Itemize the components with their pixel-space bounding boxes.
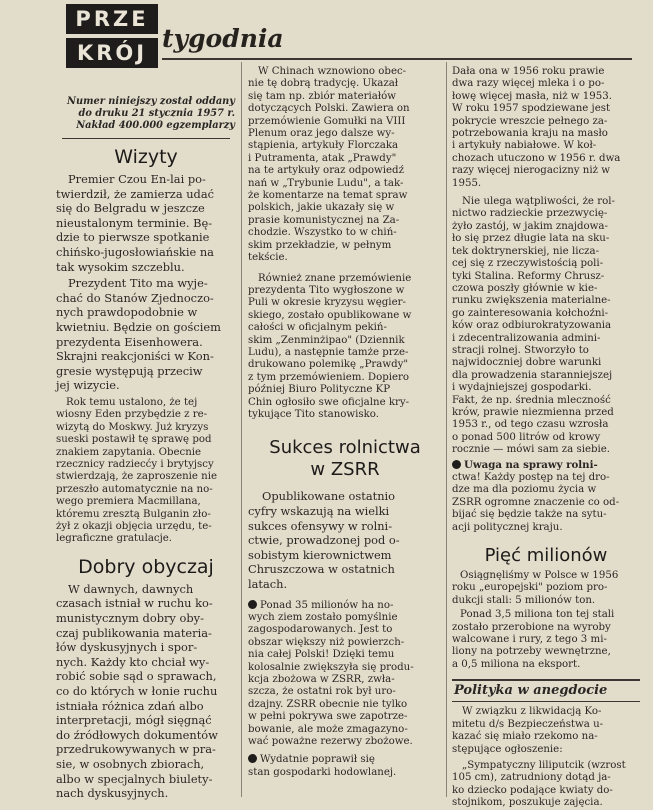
text-line: Dała ona w 1956 roku prawie (452, 66, 605, 77)
text-line: ZSRR ogromne znaczenie co od- (452, 496, 620, 508)
text-line: Plenum oraz jego dalsze wy- (248, 128, 395, 140)
article-piec-milionow-p2 (452, 609, 640, 671)
text-line: legraficzne gratulacje. (56, 533, 173, 545)
issue-note-line: Numer niniejszy został oddany (67, 96, 235, 107)
text-line: „Sympatyczny liliputcik (wzrost (462, 759, 626, 771)
text-line: wych ziem zostało pomyślnie (248, 611, 398, 623)
article-chiny-p1 (248, 66, 442, 265)
masthead-rule (162, 58, 632, 60)
text-line: z tym przemówieniem. Dopiero (248, 371, 410, 383)
heading-sukces-rolnictwa (248, 437, 442, 481)
text-line: nie tę dobrą tradycję. Ukazał (248, 78, 399, 90)
text-line: zagospodarowanych. Jest to (248, 624, 393, 636)
text-line: przedrukowywanych w pra- (56, 742, 216, 757)
text-line: Prezydent Tito ma wyje- (68, 276, 208, 291)
text-line: Chin ogłosiło swe oficjalne kry- (248, 396, 410, 408)
text-line: acji politycznej kraju. (452, 521, 563, 533)
text-line: bijać się będzie także na sytu- (452, 509, 607, 521)
text-line: Rok temu ustalono, że tej (66, 396, 198, 408)
text-line: W związku z likwidacją Ko- (462, 706, 602, 718)
text-line: polskich, jakie ukazały się w (248, 202, 395, 214)
text-line: stąpienia, artykuły Florczaka (248, 140, 399, 152)
text-line: się do Belgradu w jeszcze (56, 201, 205, 216)
masthead-logo-top (66, 4, 158, 34)
text-line: nictwo radzieckie przezwycię- (452, 208, 608, 220)
bullet-icon (248, 754, 257, 763)
text-line: potrzebowania kraju na masło (452, 128, 608, 140)
text-line: cej się z rzeczywistością poli- (452, 258, 604, 270)
text-line: później Biuro Polityczne KP (248, 384, 391, 396)
text-line: chać do Stanów Zjednoczo- (56, 290, 214, 305)
text-line: robić sobie sąd o sprawach, (56, 669, 217, 684)
text-line: pokrycie wreszcie pełnego za- (452, 115, 608, 127)
text-line: dzajny. ZSRR obecnie nie tylko (248, 698, 408, 710)
text-line: któremu zresztą Bulganin zło- (56, 508, 211, 520)
text-line: nych. Każdy kto chciał wy- (56, 654, 210, 669)
text-line: tekście. (248, 252, 288, 264)
masthead-subtitle: tygodnia (162, 24, 284, 53)
article-rolnictwo-p3 (452, 459, 640, 534)
text-line: razy więcej nierogacizny niż w (452, 165, 610, 177)
text-line: ło się przez długie lata na sku- (452, 233, 610, 245)
text-line: przemówienie Gomułki na VIII (248, 115, 406, 127)
text-line: go zainteresowania kołchoźni- (452, 307, 609, 319)
text-line: skim „Zenminżipao" (Dziennik (248, 334, 405, 346)
text-line: twierdził, że zamierza udać (56, 186, 215, 201)
article-polityka-p2 (452, 760, 640, 810)
text-line: zostało przerobione na wyroby (452, 621, 611, 633)
article-rolnictwo-p2 (452, 196, 640, 457)
text-line: w pełni pokrywa swe zapotrze- (248, 711, 408, 723)
text-line: znakiem zapytania. Obecnie (56, 446, 202, 458)
text-line: kazać się miało rzekomo na- (452, 731, 598, 743)
text-line: się tam np. zbiór materiałów (248, 90, 396, 102)
article-sukces-p1 (248, 489, 442, 591)
text-line: a 0,5 miliona na eksport. (452, 658, 581, 670)
text-line: 1953 r., od tego czasu wzrosła (452, 419, 609, 431)
article-rolnictwo-p1 (452, 66, 640, 190)
text-line: prezydenta Eisenhowera. (56, 334, 203, 349)
text-line (248, 754, 442, 766)
text-line: sie, w osobnych zbiorach, (56, 756, 205, 771)
text-line: nań w „Trybunie Ludu", a tak- (248, 177, 404, 189)
text-line: dla prowadzenia staranniejszej (452, 369, 613, 381)
text-line-content: Ponad 35 milionów ha no- (260, 599, 394, 611)
text-line: chozach utuczono w 1956 r. dwa (452, 152, 621, 164)
text-line: nia całej Polski! Dzięki temu (248, 649, 395, 661)
text-line: łów dyskusyjnych i spor- (56, 640, 198, 655)
text-line: Fakt, że np. średnia mleczność (452, 394, 611, 406)
text-line: munistycznym dobry oby- (56, 610, 204, 625)
text-line: ko dziecko podające kwiaty do- (452, 784, 613, 796)
text-line: czowa poszły głównie w kie- (452, 282, 598, 294)
text-line: W dawnych, dawnych (68, 581, 194, 596)
text-line: W Chinach wznowiono obec- (258, 66, 407, 77)
heading-polityka-w-anegdocie: Polityka w anegdocie (454, 683, 608, 699)
issue-note-rule (62, 138, 230, 139)
text-line: czasach istniał w ruchu ko- (56, 596, 213, 611)
text-line: na te artykuły oraz odpowiedź (248, 165, 404, 177)
heading-wizyty: Wizyty (114, 146, 178, 168)
article-chiny-p2 (248, 273, 442, 422)
text-line: sueski postawił tę sprawę pod (56, 434, 212, 446)
text-line: rocznie — mówi sam za siebie. (452, 444, 611, 456)
text-line: dze ma dla poziomu życia w (452, 484, 597, 496)
bullet-icon (248, 600, 257, 609)
text-line: i zdecentralizowania admini- (452, 332, 601, 344)
text-line: Premier Czou En-lai po- (68, 172, 206, 186)
text-line: liony na potrzeby wewnętrzne, (452, 646, 611, 658)
text-line: tak wysokim szczeblu. (56, 259, 185, 274)
article-wizyty-p3 (56, 397, 236, 546)
text-line: tyki Stalina. Reformy Chrusz- (452, 270, 605, 282)
text-line: łowę więcej masła, niż w 1953. (452, 90, 612, 102)
text-line: 1955. (452, 177, 482, 189)
column-2 (248, 66, 442, 796)
text-line: dwa razy więcej mleka i o po- (452, 78, 605, 90)
text-line: stwierdzają, że zaproszenie nie (56, 471, 218, 483)
text-line: najwidoczniej dobre warunki (452, 357, 602, 369)
bullet-icon (452, 460, 461, 469)
text-line: mitetu d/s Bezpieczeństwa u- (452, 718, 604, 730)
text-line: istniała różnica zdań albo (56, 698, 204, 713)
text-line (452, 459, 640, 472)
issue-note-line: do druku 21 stycznia 1957 r. (78, 108, 235, 119)
text-line: i Putramenta, atak „Prawdy" (248, 152, 397, 164)
text-line: chińsko-jugosłowiańskie na (56, 244, 214, 259)
text-line: o ponad 500 litrów od krowy (452, 431, 601, 443)
text-line: kolosalnie zwiększyła się produ- (248, 661, 414, 673)
text-line: Chruszczowa w ostatnich (248, 562, 395, 577)
text-line: całości w oficjalnym pekiń- (248, 322, 387, 334)
text-line: stojnikom, poszukuje zajęcia. (452, 797, 603, 809)
text-line: do źródłowych dokumentów (56, 727, 218, 742)
text-line-content: Wydatnie poprawił się (260, 754, 375, 766)
text-line: sobistym kierownictwem (248, 547, 392, 562)
text-line: 105 cm), zatrudniony dotąd ja- (452, 772, 611, 784)
text-line: i artykuły nabiałowe. W koł- (452, 140, 597, 152)
article-wizyty-p1 (56, 172, 236, 274)
text-line: obszar większy niż powierzch- (248, 636, 405, 648)
text-line: skim przekładzie, w pełnym (248, 239, 392, 251)
text-line: Osiągnęliśmy w Polsce w 1956 (460, 570, 619, 582)
text-line: roku „europejski" poziom pro- (452, 582, 608, 594)
text-line: Również znane przemówienie (258, 272, 412, 284)
column-1 (56, 144, 236, 801)
text-line: stępujące ogłoszenie: (452, 743, 563, 755)
text-line (248, 600, 442, 612)
text-line: drukowano polemikę „Prawdy" (248, 359, 409, 371)
text-line: i wydajniejszej gospodarki. (452, 382, 592, 394)
text-line: żyło zastój, w jakim znajdowa- (452, 220, 608, 232)
text-line-content: Uwaga na sprawy rolni- (464, 458, 598, 471)
text-line: cyfry wskazują na wielki (248, 503, 390, 518)
heading-line: Sukces rolnictwa (269, 437, 421, 459)
text-line: Ludu), a następnie tamże prze- (248, 346, 409, 358)
text-line: żył z okazji objęcia urzędu, te- (56, 520, 212, 532)
article-sukces-p2 (248, 600, 442, 749)
text-line: runku zwiększenia materialne- (452, 295, 611, 307)
text-line: szcza, że ostatni rok był uro- (248, 686, 396, 698)
heading-polityka-rule-bottom (452, 701, 640, 702)
article-wizyty-p2 (56, 276, 236, 393)
text-line: W roku 1957 spodziewane jest (452, 103, 611, 115)
heading-dobry-obyczaj: Dobry obyczaj (78, 555, 214, 578)
text-line: nieustalonym terminie. Bę- (56, 215, 213, 230)
text-line: co do których w łonie ruchu (56, 683, 218, 698)
masthead-logo-top-text: PRZE (75, 7, 149, 31)
text-line: kwietniu. Będzie on gościem (56, 319, 221, 334)
issue-note (30, 96, 235, 132)
text-line: ctwie, prowadzonej pod o- (248, 533, 400, 548)
text-line: kcja zbożowa w ZSRR, zwła- (248, 673, 395, 685)
text-line: albo w specjalnych biulety- (56, 771, 213, 786)
text-line: Ponad 3,5 miliona ton tej stali (460, 609, 615, 621)
text-line: nach dyskusyjnych. (56, 786, 169, 801)
text-line: dzie to pierwsze spotkanie (56, 230, 210, 245)
text-line: wizytą do Moskwy. Już kryzys (56, 421, 209, 433)
text-line: prezydenta Tito wygłoszone w (248, 284, 405, 296)
text-line: Nie ulega wątpliwości, że rol- (462, 196, 615, 208)
text-line: wiosny Eden przybędzie z re- (56, 409, 208, 421)
column-divider (446, 62, 447, 797)
text-line: wego premiera Macmillana, (56, 496, 201, 508)
text-line: sukces ofensywy w rolni- (248, 518, 393, 533)
text-line: że komentarze na temat spraw (248, 190, 408, 202)
text-line: Puli w okresie kryzysu węgier- (248, 297, 406, 309)
text-line: gresie występują przeciw (56, 363, 203, 378)
text-line: ctwa! Każdy postęp na tej dro- (452, 472, 610, 483)
text-line: stracji rolnej. Stworzyło to (452, 344, 589, 356)
text-line: chodzie. Wszystko to w chiń- (248, 227, 397, 239)
heading-piec-milionow: Pięć milionów (484, 545, 608, 567)
text-line: Opublikowane ostatnio (262, 489, 396, 504)
text-line: rzecznicy radziecćy i brytyjscy (56, 458, 214, 470)
text-line: skiego, zostało opublikowane w (248, 309, 412, 321)
text-line: walcowane i rury, z tego 3 mi- (452, 634, 607, 646)
text-line: prasie komunistycznej na Za- (248, 214, 400, 226)
text-line: nych prawdopodobnie w (56, 305, 198, 320)
article-sukces-p3 (248, 754, 442, 779)
text-line: przeszło automatycznie na no- (56, 483, 213, 495)
masthead-logo-bottom (66, 38, 158, 68)
text-line: dukcji stali: 5 milionów ton. (452, 594, 596, 606)
text-line: tek doktrynerskiej, nie licza- (452, 245, 600, 257)
text-line: bowanie, ale może zmagazyno- (248, 723, 408, 735)
text-line: dotyczących Polski. Zawiera on (248, 103, 410, 115)
article-piec-milionow-p1 (452, 570, 640, 607)
heading-line: w ZSRR (310, 459, 380, 481)
text-line: jej wizycie. (56, 378, 120, 393)
article-dobry-obyczaj (56, 582, 236, 801)
article-polityka-p1 (452, 706, 640, 756)
masthead-logo-bottom-text: KRÓJ (76, 41, 148, 65)
text-line: interpretacji, mógł sięgnąć (56, 713, 212, 728)
issue-note-line: Nakład 400.000 egzemplarzy (76, 120, 235, 131)
column-divider (241, 62, 242, 797)
text-line: stan gospodarki hodowlanej. (248, 766, 397, 778)
column-3 (452, 66, 640, 809)
text-line: tykujące Tito stanowisko. (248, 408, 379, 420)
text-line: Skrajni reakcjoniści w Kon- (56, 349, 214, 364)
text-line: ków oraz odbiurokratyzowania (452, 320, 612, 332)
text-line: wać poważne rezerwy zbożowe. (248, 736, 413, 747)
text-line: czaj publikowania materia- (56, 625, 212, 640)
text-line: krów, prawie niezmienna przed (452, 406, 614, 418)
text-line: latach. (248, 576, 288, 591)
